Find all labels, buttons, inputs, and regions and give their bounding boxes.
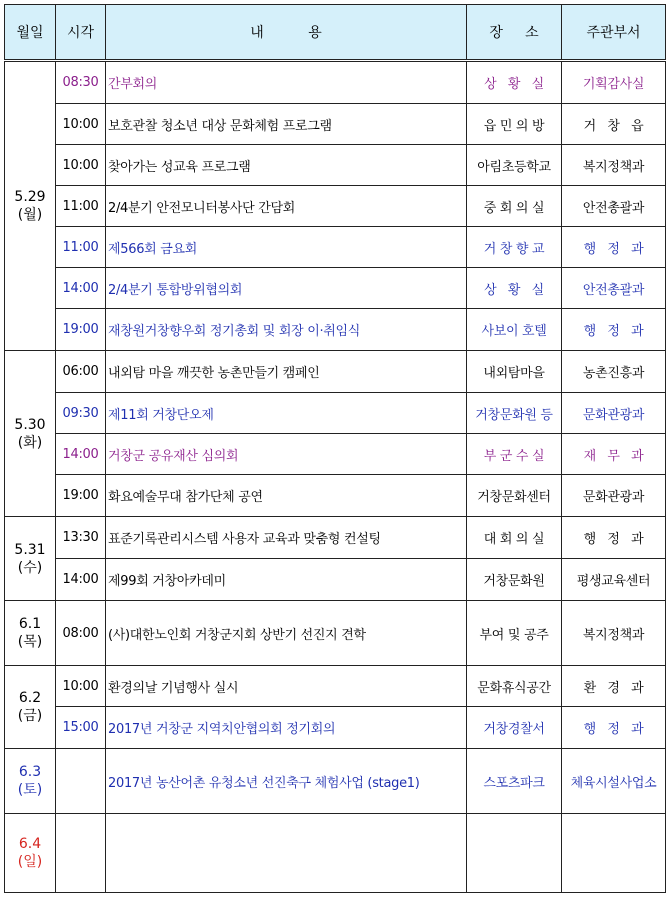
place-cell: 읍 민 의 방: [467, 104, 562, 145]
day-weekday: (화): [17, 434, 43, 451]
day-weekday: (금): [17, 708, 43, 724]
time-cell: 19:00: [56, 309, 106, 351]
day-date: 6.3: [18, 764, 42, 780]
content-cell: 표준기록관리시스템 사용자 교육과 맞춤형 컨설팅: [106, 517, 467, 559]
day-cell: [5, 517, 56, 601]
place-cell: 상 황 실: [467, 61, 562, 104]
content-cell: 간부회의: [106, 61, 467, 104]
dept-cell: 기획감사실: [562, 61, 666, 104]
day-weekday: (토): [17, 782, 43, 798]
schedule-row: [5, 749, 666, 814]
header-content: 내 용: [106, 5, 467, 61]
time-cell: 15:00: [56, 707, 106, 749]
day-cell: [5, 61, 56, 351]
time-cell: 08:00: [56, 601, 106, 666]
day-date: 6.2: [18, 690, 42, 706]
dept-cell: 문화관광과: [562, 393, 666, 434]
time-cell: 14:00: [56, 268, 106, 309]
time-cell: 11:00: [56, 227, 106, 268]
place-cell: [467, 814, 562, 893]
time-cell: 14:00: [56, 434, 106, 475]
schedule-row: [5, 434, 666, 475]
time-cell: 08:30: [56, 61, 106, 104]
place-cell: 부 군 수 실: [467, 434, 562, 475]
time-cell: 06:00: [56, 351, 106, 393]
dept-cell: 재 무 과: [562, 434, 666, 475]
header-dept: 주관부서: [562, 5, 666, 61]
place-cell: 거창문화원: [467, 559, 562, 601]
day-weekday: (일): [17, 854, 43, 870]
place-cell: 스포츠파크: [467, 749, 562, 814]
content-cell: 찾아가는 성교육 프로그램: [106, 145, 467, 186]
dept-cell: 체육시설사업소: [562, 749, 666, 814]
schedule-row: [5, 393, 666, 434]
place-cell: 내외탐마을: [467, 351, 562, 393]
schedule-row: [5, 61, 666, 104]
schedule-table: [4, 4, 666, 893]
content-cell: 환경의날 기념행사 실시: [106, 666, 467, 707]
dept-cell: 문화관광과: [562, 475, 666, 517]
time-cell: [56, 814, 106, 893]
dept-cell: 거 창 읍: [562, 104, 666, 145]
content-cell: [106, 814, 467, 893]
day-date: 5.29: [14, 189, 46, 205]
day-weekday: (수): [17, 559, 43, 576]
dept-cell: [562, 814, 666, 893]
schedule-row: [5, 351, 666, 393]
time-cell: 10:00: [56, 145, 106, 186]
schedule-row: [5, 666, 666, 707]
day-date: 5.31: [14, 541, 46, 558]
content-cell: 2017년 거창군 지역치안협의회 정기회의: [106, 707, 467, 749]
dept-cell: 복지정책과: [562, 145, 666, 186]
dept-cell: 평생교육센터: [562, 559, 666, 601]
time-cell: [56, 749, 106, 814]
place-cell: 대 회 의 실: [467, 517, 562, 559]
day-cell: [5, 601, 56, 666]
day-date: 6.1: [18, 616, 42, 632]
schedule-row: [5, 104, 666, 145]
header-time: 시각: [56, 5, 106, 61]
place-cell: 거 창 향 교: [467, 227, 562, 268]
content-cell: 화요예술무대 참가단체 공연: [106, 475, 467, 517]
header-row: [5, 5, 666, 61]
time-cell: 11:00: [56, 186, 106, 227]
schedule-row: [5, 707, 666, 749]
content-cell: 보호관찰 청소년 대상 문화체험 프로그램: [106, 104, 467, 145]
time-cell: 10:00: [56, 666, 106, 707]
place-cell: 아림초등학교: [467, 145, 562, 186]
time-cell: 14:00: [56, 559, 106, 601]
schedule-row: [5, 601, 666, 666]
place-cell: 거창경찰서: [467, 707, 562, 749]
schedule-row: [5, 814, 666, 893]
schedule-row: [5, 475, 666, 517]
content-cell: 거창군 공유재산 심의회: [106, 434, 467, 475]
content-cell: 재창원거창향우회 정기총회 및 회장 이·취임식: [106, 309, 467, 351]
day-date: 5.30: [14, 416, 46, 433]
place-cell: 거창문화원 등: [467, 393, 562, 434]
content-cell: (사)대한노인회 거창군지회 상반기 선진지 견학: [106, 601, 467, 666]
schedule-row: [5, 517, 666, 559]
content-cell: 2/4분기 통합방위협의회: [106, 268, 467, 309]
schedule-row: [5, 309, 666, 351]
content-cell: 제566회 금요회: [106, 227, 467, 268]
content-cell: 내외탐 마을 깨끗한 농촌만들기 캠페인: [106, 351, 467, 393]
schedule-row: [5, 268, 666, 309]
day-cell: [5, 666, 56, 749]
content-cell: 제99회 거창아카데미: [106, 559, 467, 601]
place-cell: 거창문화센터: [467, 475, 562, 517]
day-weekday: (월): [17, 207, 43, 223]
content-cell: 2017년 농산어촌 유청소년 선진축구 체험사업 (stage1): [106, 749, 467, 814]
time-cell: 13:30: [56, 517, 106, 559]
schedule-row: [5, 559, 666, 601]
dept-cell: 농촌진흥과: [562, 351, 666, 393]
schedule-row: [5, 227, 666, 268]
dept-cell: 행 정 과: [562, 227, 666, 268]
place-cell: 부여 및 공주: [467, 601, 562, 666]
place-cell: 문화휴식공간: [467, 666, 562, 707]
day-weekday: (목): [17, 634, 43, 650]
schedule-row: [5, 145, 666, 186]
dept-cell: 안전총괄과: [562, 186, 666, 227]
dept-cell: 행 정 과: [562, 309, 666, 351]
place-cell: 중 회 의 실: [467, 186, 562, 227]
day-cell: [5, 351, 56, 517]
dept-cell: 행 정 과: [562, 517, 666, 559]
place-cell: 상 황 실: [467, 268, 562, 309]
dept-cell: 행 정 과: [562, 707, 666, 749]
dept-cell: 안전총괄과: [562, 268, 666, 309]
schedule-row: [5, 186, 666, 227]
time-cell: 10:00: [56, 104, 106, 145]
time-cell: 19:00: [56, 475, 106, 517]
header-day: 월일: [5, 5, 56, 61]
day-cell: [5, 814, 56, 893]
header-place: 장 소: [467, 5, 562, 61]
day-date: 6.4: [18, 836, 42, 852]
dept-cell: 환 경 과: [562, 666, 666, 707]
schedule-body: [5, 61, 666, 893]
day-cell: [5, 749, 56, 814]
place-cell: 사보이 호텔: [467, 309, 562, 351]
content-cell: 2/4분기 안전모니터봉사단 간담회: [106, 186, 467, 227]
time-cell: 09:30: [56, 393, 106, 434]
dept-cell: 복지정책과: [562, 601, 666, 666]
content-cell: 제11회 거창단오제: [106, 393, 467, 434]
